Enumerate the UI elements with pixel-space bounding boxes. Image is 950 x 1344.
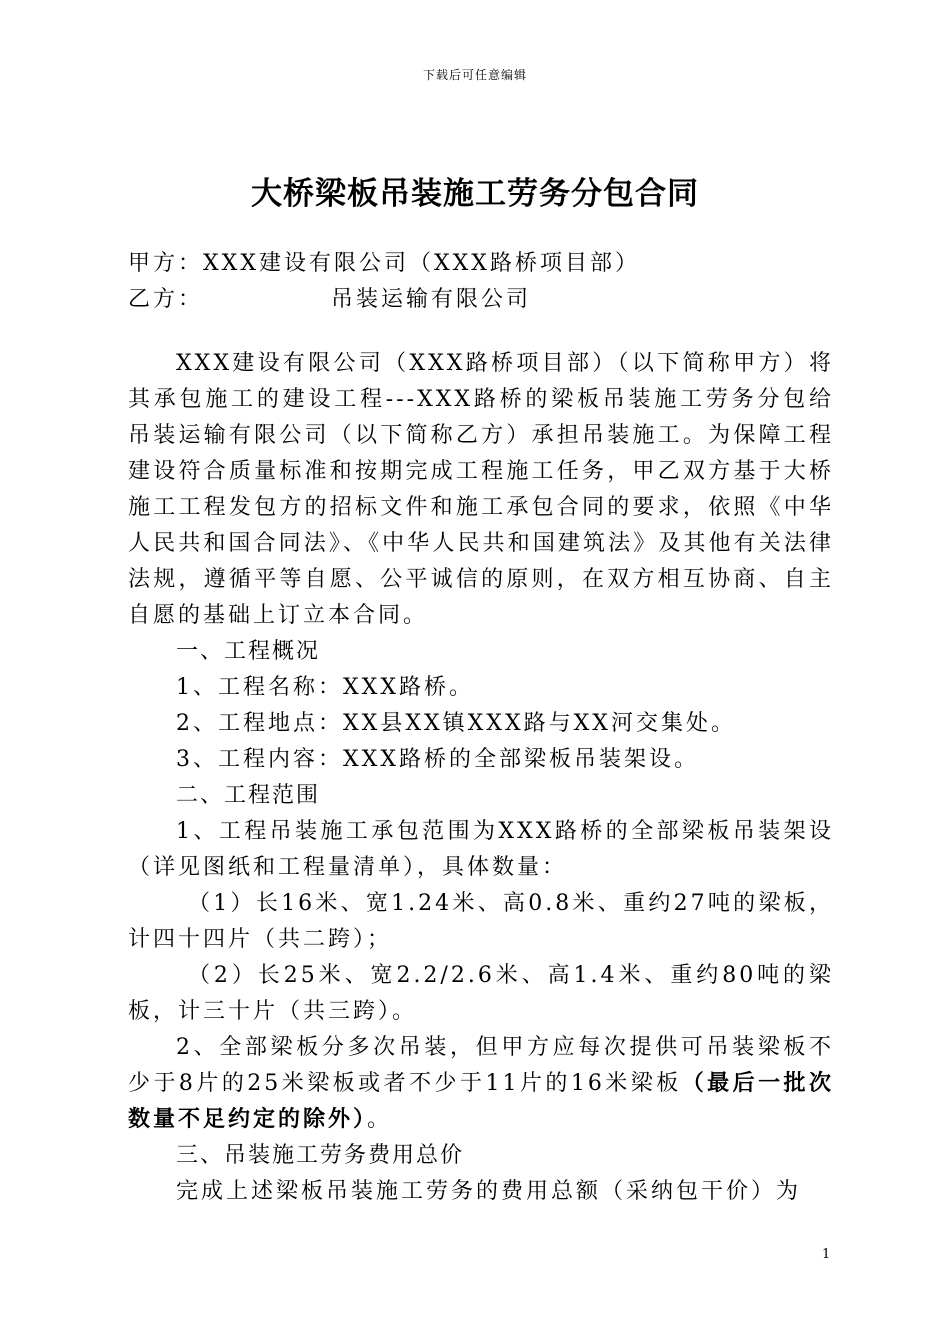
section-heading-price: 三、吊装施工劳务费用总价 [176,1143,465,1168]
scope-paragraph-2-exception: （最后一批次数量不足约定的除外） [128,1071,834,1132]
scope-paragraph-2 [128,1030,834,1138]
header-note: 下载后可任意编辑 [422,68,527,82]
page-number: 1 [822,1247,831,1262]
party-b-label: 乙方： [128,287,204,312]
scope-paragraph-2-text: 2、全部梁板分多次吊装，但甲方应每次提供可吊装梁板不少于8片的25米梁板或者不少于11片的16米梁板 [128,1035,834,1096]
scope-paragraph-2-end: 。 [367,1107,393,1132]
overview-item-content: 3、工程内容：XXX路桥的全部梁板吊装架设。 [176,747,699,772]
party-b [128,282,531,313]
overview-item-location: 2、工程地点：XX县XX镇XXX路与XX河交集处。 [176,711,736,736]
party-b-name: 吊装运输有限公司 [331,287,532,312]
overview-item-name: 1、工程名称：XXX路桥。 [176,675,474,700]
section-heading-overview: 一、工程概况 [176,639,321,664]
scope-item-25m: （2）长25米、宽2.2/2.6米、高1.4米、重约80吨的梁板，计三十片（共三跨）。 [128,963,834,1024]
scope-item-16m: （1）长16米、宽1.24米、高0.8米、重约27吨的梁板，计四十四片（共二跨）； [128,891,834,952]
price-paragraph: 完成上述梁板吊装施工劳务的费用总额（采纳包干价）为 [176,1179,802,1204]
intro-paragraph: XXX建设有限公司（XXX路桥项目部）（以下简称甲方）将其承包施工的建设工程---XXX路桥的梁板吊装施工劳务分包给吊装运输有限公司（以下简称乙方）承担吊装施工。为保障工程建设符合质量标准和按期完成工程施工任务，甲乙双方基于大桥施工工程发包方的招标文件和施工承包合同的要求，依照《中华人民共和国合同法》、《中华人民共和国建筑法》及其他有关法律法规，遵循平等自愿、公平诚信的原则，在双方相互协商、自主自愿的基础上订立本合同。 [128,351,834,628]
section-heading-scope: 二、工程范围 [176,783,321,808]
contract-body [128,346,834,1210]
scope-paragraph-1: 1、工程吊装施工承包范围为XXX路桥的全部梁板吊装架设（详见图纸和工程量清单），具体数量： [128,819,834,880]
party-a: 甲方：XXX建设有限公司（XXX路桥项目部） [128,251,640,276]
document-title: 大桥梁板吊装施工劳务分包合同 [251,176,699,212]
